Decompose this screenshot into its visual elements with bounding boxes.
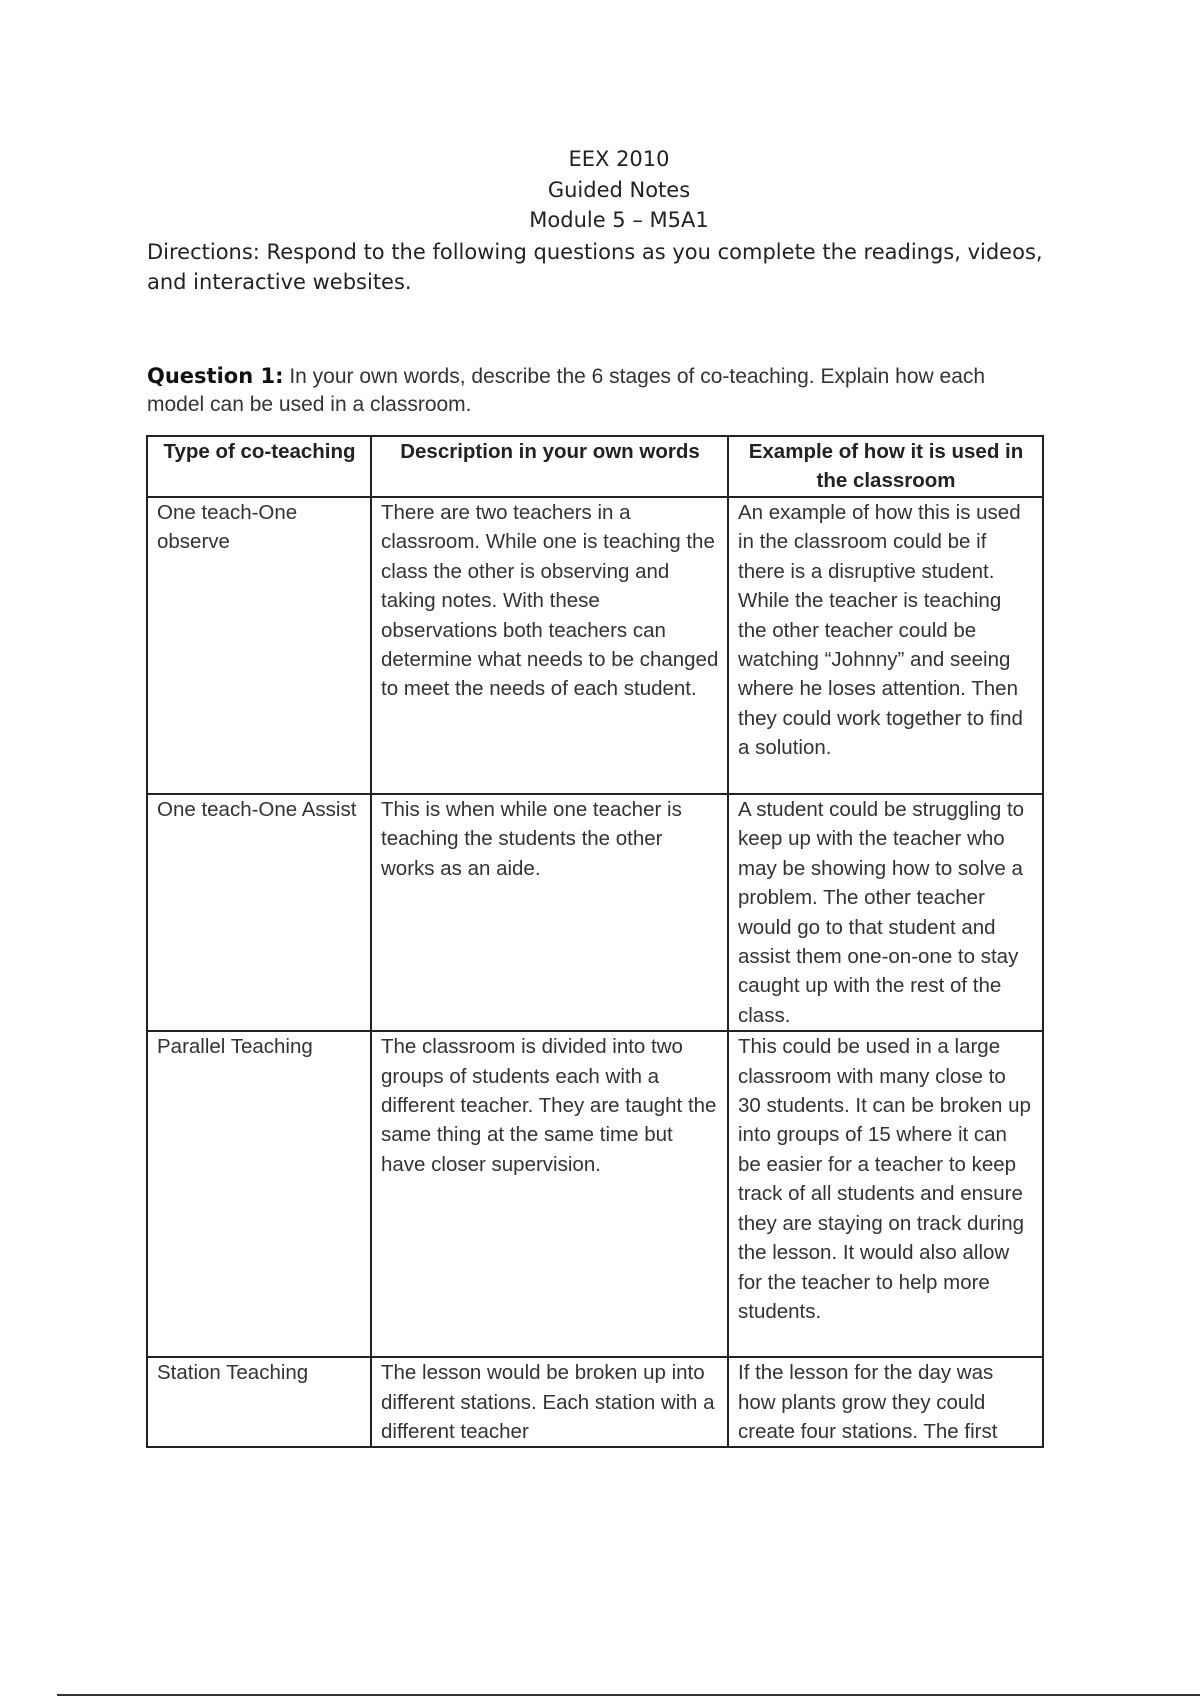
type-cell: One teach-One Assist bbox=[147, 794, 371, 1031]
directions-text: Directions: Respond to the following questions as you complete the readings, videos, and interactive websites. bbox=[147, 240, 1043, 294]
example-cell: An example of how this is used in the classroom could be if there is a disruptive student. While the teacher is teaching the other teacher could be watching “Johnny” and seeing where he loses attention. Then they could work together to find a solution. bbox=[728, 497, 1043, 794]
document-title: Guided Notes bbox=[547, 177, 691, 202]
table-row bbox=[147, 497, 1043, 794]
column-header-example: Example of how it is used in the classroom bbox=[728, 436, 1043, 497]
question-text: In your own words, describe the 6 stages of co-teaching. Explain how each model can be used in a classroom. bbox=[147, 365, 986, 416]
example-cell: This could be used in a large classroom with many close to 30 students. It can be broken up into groups of 15 where it can be easier for a teacher to keep track of all students and ensure they are staying on track during the lesson. It would also allow for the teacher to help more students. bbox=[728, 1031, 1043, 1357]
document-header bbox=[0, 144, 1200, 236]
type-cell: One teach-One observe bbox=[147, 497, 371, 794]
column-header-type: Type of co-teaching bbox=[147, 436, 371, 497]
course-code: EEX 2010 bbox=[568, 147, 670, 171]
module-label: Module 5 – M5A1 bbox=[529, 208, 709, 232]
example-cell: A student could be struggling to keep up with the teacher who may be showing how to solve a problem. The other teacher would go to that student and assist them one-on-one to stay caught up with the rest of the class. bbox=[728, 794, 1043, 1031]
description-cell: The lesson would be broken up into different stations. Each station with a different teacher bbox=[371, 1357, 728, 1447]
question-label: Question 1: bbox=[147, 364, 284, 388]
table-row bbox=[147, 1031, 1043, 1357]
description-cell: This is when while one teacher is teaching the students the other works as an aide. bbox=[371, 794, 728, 1031]
co-teaching-table bbox=[146, 435, 1044, 1448]
type-cell: Parallel Teaching bbox=[147, 1031, 371, 1357]
type-cell: Station Teaching bbox=[147, 1357, 371, 1447]
question-1 bbox=[147, 362, 1047, 419]
column-header-description: Description in your own words bbox=[371, 436, 728, 497]
table-header-row bbox=[147, 436, 1043, 497]
table-row bbox=[147, 1357, 1043, 1447]
example-cell: If the lesson for the day was how plants grow they could create four stations. The first bbox=[728, 1357, 1043, 1447]
page-bottom-divider bbox=[57, 1694, 1200, 1696]
table-row bbox=[147, 794, 1043, 1031]
description-cell: The classroom is divided into two groups of students each with a different teacher. They are taught the same thing at the same time but have closer supervision. bbox=[371, 1031, 728, 1357]
description-cell: There are two teachers in a classroom. While one is teaching the class the other is observing and taking notes. With these observations both teachers can determine what needs to be changed to meet the needs of each student. bbox=[371, 497, 728, 794]
